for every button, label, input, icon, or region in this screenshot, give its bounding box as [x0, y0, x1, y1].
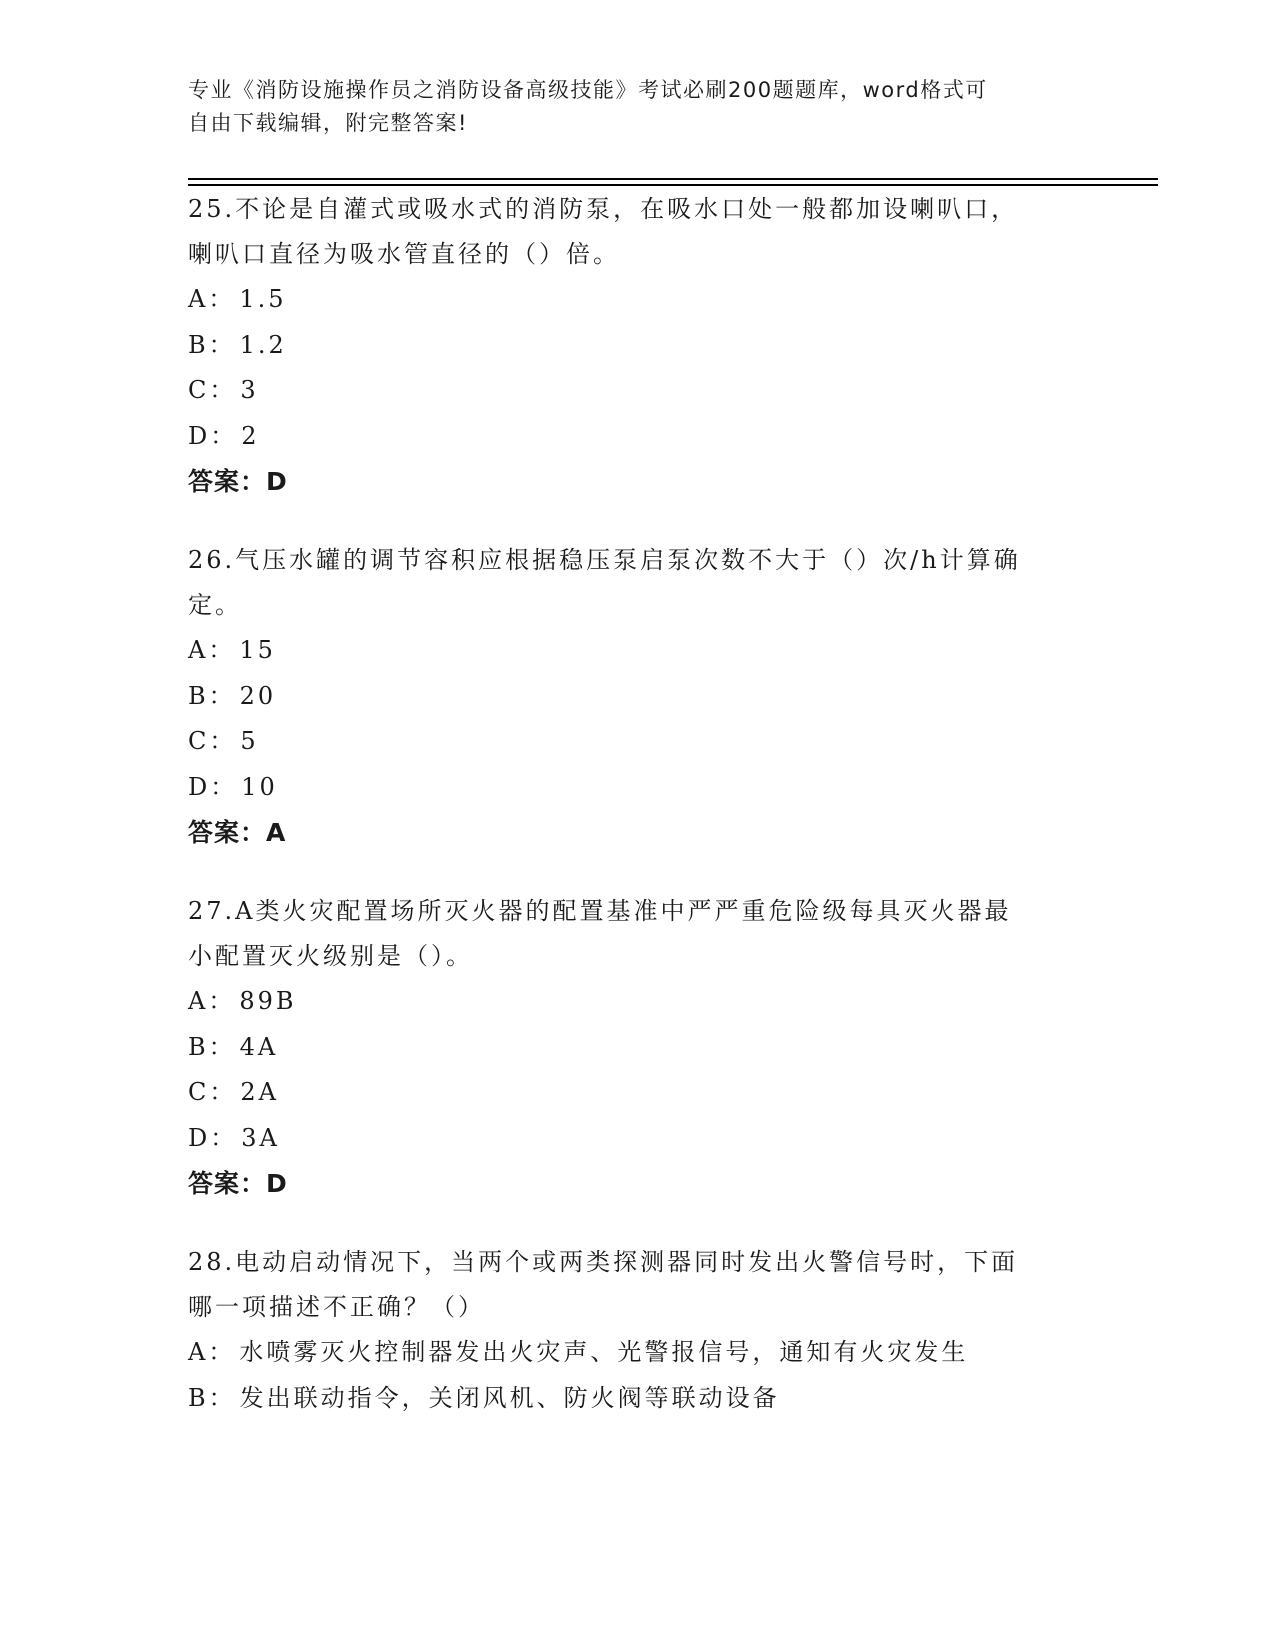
- option-text: 3A: [241, 1123, 280, 1152]
- header-divider-top: [188, 178, 1158, 180]
- option-label: D: [188, 1123, 211, 1152]
- option-c: C： 5: [188, 727, 259, 755]
- option-label: A: [188, 987, 209, 1015]
- header-divider-bottom: [188, 184, 1158, 186]
- option-label: D: [188, 421, 211, 450]
- option-a: A： 15: [188, 636, 276, 664]
- option-text: 20: [239, 681, 277, 710]
- document-header: [188, 74, 1088, 140]
- question-text-line: 定。: [188, 591, 242, 619]
- option-text: 4A: [239, 1032, 279, 1061]
- option-a: A： 1.5: [188, 285, 287, 313]
- question-text-line: 27.A类火灾配置场所灭火器的配置基准中严严重危险级每具灭火器最: [188, 897, 1012, 925]
- option-text: 15: [239, 636, 276, 664]
- option-a: A： 89B: [188, 987, 297, 1015]
- option-label: D: [188, 772, 211, 801]
- question-27: [188, 889, 1088, 1206]
- answer-line: 答案：A: [188, 818, 287, 847]
- header-line-1: 专业《消防设施操作员之消防设备高级技能》考试必刷200题题库，word格式可: [188, 78, 988, 102]
- question-text-line: 28.电动启动情况下，当两个或两类探测器同时发出火警信号时，下面: [188, 1248, 1019, 1276]
- question-text-line: 喇叭口直径为吸水管直径的（）倍。: [188, 240, 620, 268]
- option-text: 89B: [239, 987, 297, 1015]
- answer-line: 答案：D: [188, 1169, 288, 1198]
- option-label: A: [188, 1338, 209, 1366]
- option-c: C： 3: [188, 376, 259, 404]
- option-label: B: [188, 1032, 209, 1061]
- option-text: 水喷雾灭火控制器发出火灾声、光警报信号，通知有火灾发生: [239, 1338, 969, 1366]
- question-text-line: 哪一项描述不正确？（）: [188, 1293, 485, 1321]
- option-text: 3: [240, 376, 259, 404]
- option-text: 1.2: [239, 330, 287, 359]
- header-line-2: 自由下载编辑，附完整答案!: [188, 111, 468, 135]
- option-b: B： 1.2: [188, 330, 287, 359]
- question-list: [188, 187, 1088, 1455]
- option-label: A: [188, 285, 209, 313]
- option-text: 发出联动指令，关闭风机、防火阀等联动设备: [239, 1383, 780, 1412]
- option-label: B: [188, 1383, 209, 1412]
- option-d: D： 3A: [188, 1123, 280, 1152]
- answer-line: 答案：D: [188, 467, 288, 496]
- option-a: A： 水喷雾灭火控制器发出火灾声、光警报信号，通知有火灾发生: [188, 1338, 969, 1366]
- option-label: A: [188, 636, 209, 664]
- option-label: B: [188, 330, 209, 359]
- question-text-line: 25.不论是自灌式或吸水式的消防泵，在吸水口处一般都加设喇叭口，: [188, 195, 1019, 223]
- option-label: C: [188, 727, 210, 755]
- option-text: 10: [241, 772, 278, 801]
- question-26: [188, 538, 1088, 855]
- option-d: D： 10: [188, 772, 278, 801]
- option-c: C： 2A: [188, 1078, 279, 1106]
- question-text-line: 26.气压水罐的调节容积应根据稳压泵启泵次数不大于（）次/h计算确: [188, 546, 1021, 574]
- option-text: 5: [240, 727, 259, 755]
- option-text: 1.5: [239, 285, 287, 313]
- option-label: C: [188, 376, 210, 404]
- option-b: B： 4A: [188, 1032, 279, 1061]
- option-label: B: [188, 681, 209, 710]
- question-28: [188, 1240, 1088, 1421]
- question-25: [188, 187, 1088, 504]
- option-text: 2: [241, 421, 260, 450]
- question-text-line: 小配置灭火级别是（）。: [188, 942, 473, 970]
- option-b: B： 20: [188, 681, 277, 710]
- option-label: C: [188, 1078, 210, 1106]
- option-text: 2A: [240, 1078, 279, 1106]
- option-b: B： 发出联动指令，关闭风机、防火阀等联动设备: [188, 1383, 780, 1412]
- option-d: D： 2: [188, 421, 260, 450]
